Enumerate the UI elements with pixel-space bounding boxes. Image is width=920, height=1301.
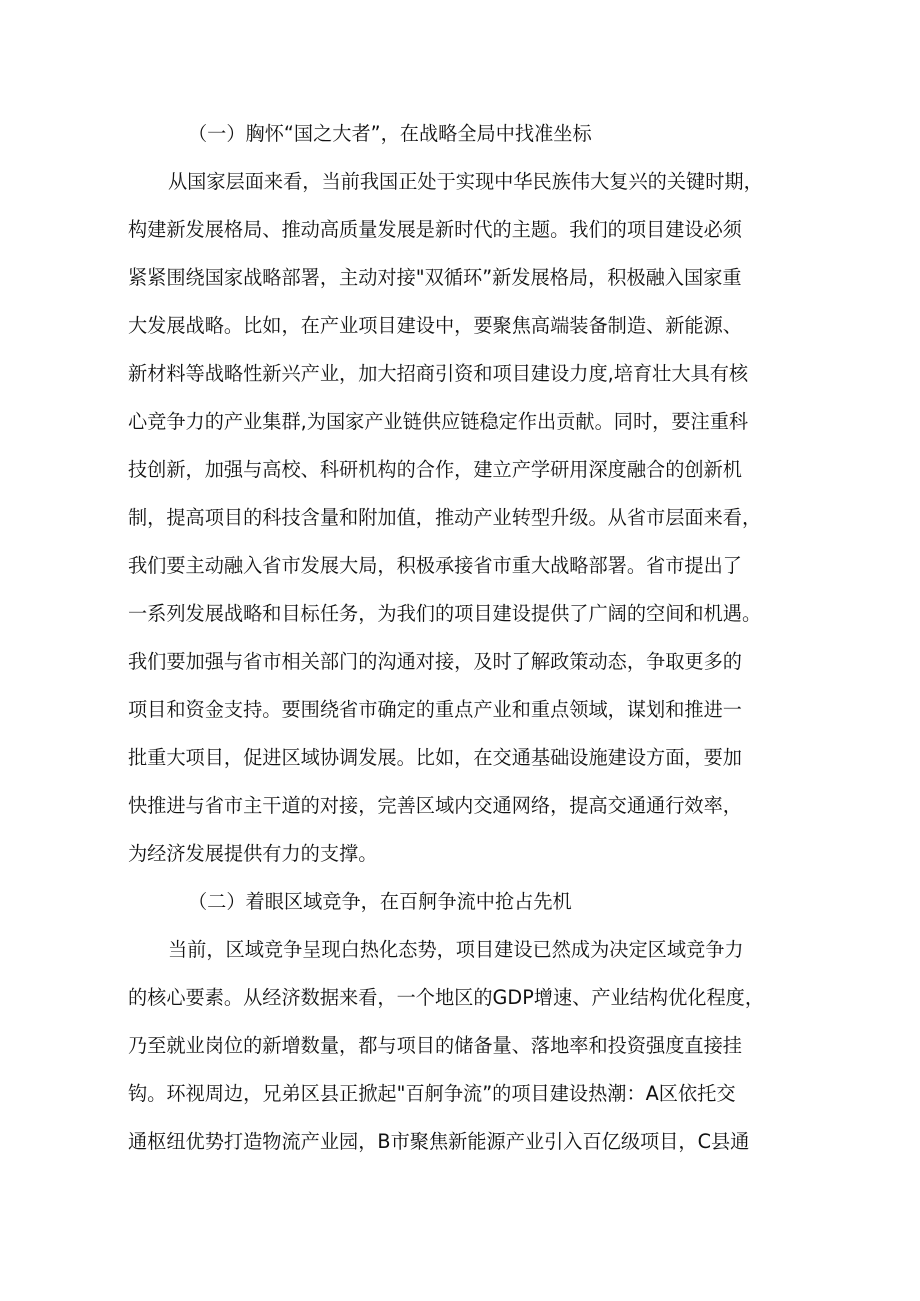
paragraph-line: 通枢纽优势打造物流产业园，B市聚焦新能源产业引入百亿级项目，C县通 bbox=[128, 1130, 750, 1153]
paragraph-line: 我们要主动融入省市发展大局，积极承接省市重大战略部署。省市提出了 bbox=[128, 554, 742, 577]
paragraph-line: 大发展战略。比如，在产业项目建设中，要聚焦高端装备制造、新能源、 bbox=[128, 314, 742, 337]
paragraph-line: 制，提高项目的科技含量和附加值，推动产业转型升级。从省市层面来看， bbox=[128, 506, 762, 529]
paragraph-line: 乃至就业岗位的新增数量，都与项目的储备量、落地率和投资强度直接挂 bbox=[128, 1034, 742, 1057]
paragraph-line: 从国家层面来看，当前我国正处于实现中华民族伟大复兴的关键时期， bbox=[168, 170, 763, 193]
paragraph-line: 技创新，加强与高校、科研机构的合作，建立产学研用深度融合的创新机 bbox=[128, 458, 742, 481]
paragraph-line: 紧紧围绕国家战略部署，主动对接"双循环”新发展格局，积极融入国家重 bbox=[128, 266, 742, 289]
section-heading-1: （一）胸怀“国之大者”，在战略全局中找准坐标 bbox=[188, 122, 592, 145]
paragraph-line: 一系列发展战略和目标任务，为我们的项目建设提供了广阔的空间和机遇。 bbox=[128, 602, 762, 625]
paragraph-line: 的核心要素。从经济数据来看，一个地区的GDP增速、产业结构优化程度， bbox=[128, 986, 765, 1009]
paragraph-line: 心竞争力的产业集群,为国家产业链供应链稳定作出贡献。同时，要注重科 bbox=[128, 410, 749, 433]
paragraph-line: 批重大项目，促进区域协调发展。比如，在交通基础设施建设方面，要加 bbox=[128, 746, 742, 769]
paragraph-line: 钩。环视周边，兄弟区县正掀起"百舸争流”的项目建设热潮：A区依托交 bbox=[128, 1082, 736, 1105]
paragraph-line: 我们要加强与省市相关部门的沟通对接，及时了解政策动态，争取更多的 bbox=[128, 650, 742, 673]
paragraph-line: 项目和资金支持。要围绕省市确定的重点产业和重点领域，谋划和推进一 bbox=[128, 698, 742, 721]
paragraph-line: 新材料等战略性新兴产业，加大招商引资和项目建设力度,培育壮大具有核 bbox=[128, 362, 749, 385]
paragraph-line: 为经济发展提供有力的支撑。 bbox=[128, 842, 378, 865]
section-heading-2: （二）着眼区域竞争，在百舸争流中抢占先机 bbox=[188, 890, 572, 913]
paragraph-line: 构建新发展格局、推动高质量发展是新时代的主题。我们的项目建设必须 bbox=[128, 218, 742, 241]
paragraph-line: 当前，区域竞争呈现白热化态势，项目建设已然成为决定区域竞争力 bbox=[168, 938, 744, 961]
paragraph-line: 快推进与省市主干道的对接，完善区域内交通网络，提高交通通行效率， bbox=[128, 794, 742, 817]
